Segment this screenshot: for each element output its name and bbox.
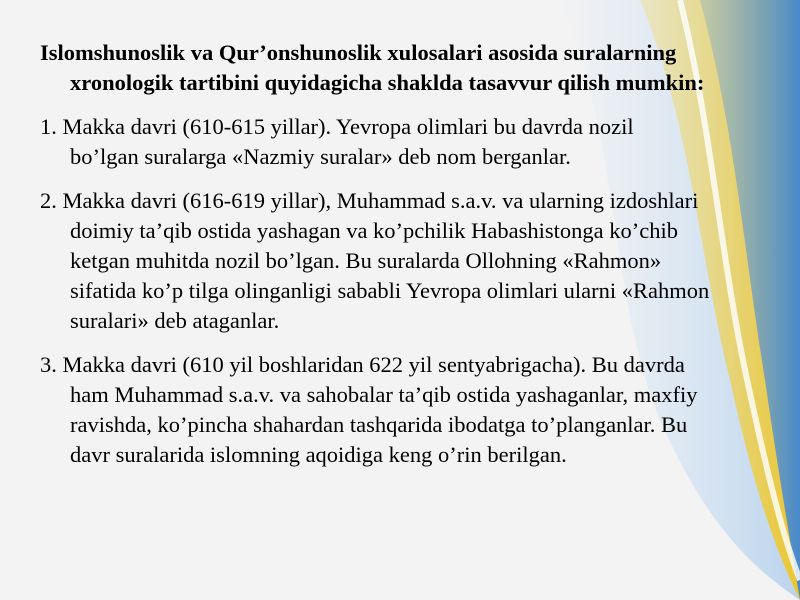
heading-line: Islomshunoslik va Qur’onshunoslik xulosalari asosida suralarning [40,40,677,65]
list-item-2 [40,186,800,336]
slide-heading [40,38,800,98]
item-line: ravishda, ko’pincha shahardan tashqarida ibodatga to’planganlar. Bu [70,412,688,437]
item-line: bo’lgan suralarga «Nazmiy suralar» deb nom berganlar. [70,144,571,169]
item-line: suralari» deb ataganlar. [70,308,280,333]
item-line: ketgan muhitda nozil bo’lgan. Bu suralarda Ollohning «Rahmon» [70,248,662,273]
item-line: 3. Makka davri (610 yil boshlaridan 622 yil sentyabrigacha). Bu davrda [40,352,685,377]
item-line: davr suralarida islomning aqoidiga keng o’rin berilgan. [70,442,567,467]
heading-line: xronologik tartibini quyidagicha shaklda tasavvur qilish mumkin: [70,70,705,95]
list-item-1 [40,112,800,172]
item-line: ham Muhammad s.a.v. va sahobalar ta’qib ostida yashaganlar, maxfiy [70,382,698,407]
item-line: doimiy ta’qib ostida yashagan va ko’pchilik Habashistonga ko’chib [70,218,678,243]
slide-content [40,38,800,484]
item-line: 2. Makka davri (616-619 yillar), Muhammad s.a.v. va ularning izdoshlari [40,188,699,213]
item-line: 1. Makka davri (610-615 yillar). Yevropa olimlari bu davrda nozil [40,114,634,139]
item-line: sifatida ko’p tilga olinganligi sababli Yevropa olimlari ularni «Rahmon [70,278,710,303]
list-item-3 [40,350,800,470]
